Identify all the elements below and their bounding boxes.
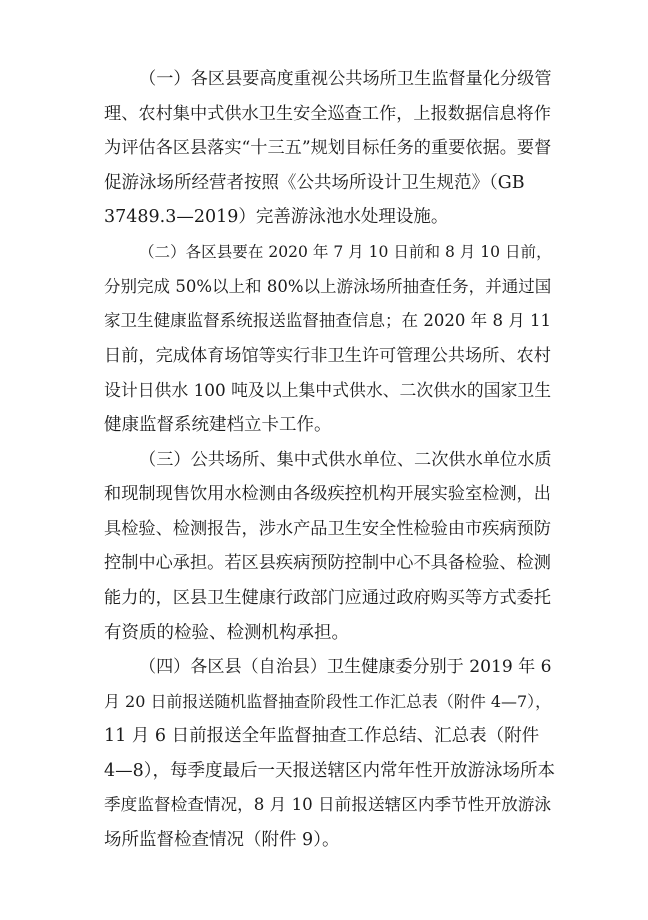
paragraph-1-line-4: 促游泳场所经营者按照《公共场所设计卫生规范》（GB (104, 172, 525, 193)
paragraph-3-line-1: （三）公共场所、集中式供水单位、二次供水单位水质 (139, 449, 552, 470)
paragraph-3-line-5: 能力的，区县卫生健康行政部门应通过政府购买等方式委托 (104, 587, 551, 608)
paragraph-2-line-4: 日前，完成体育场馆等实行非卫生许可管理公共场所、农村 (104, 345, 551, 366)
paragraph-3-line-3: 具检验、检测报告，涉水产品卫生安全性检验由市疾病预防 (104, 518, 551, 539)
paragraph-2-line-1: （二）各区县要在 2020 年 7 月 10 日前和 8 月 10 日前， (139, 242, 552, 261)
paragraph-2-line-5: 设计日供水 100 吨及以上集中式供水、二次供水的国家卫生 (104, 380, 552, 401)
paragraph-3-line-4: 控制中心承担。若区县疾病预防控制中心不具备检验、检测 (104, 553, 551, 574)
paragraph-3-line-2: 和现制现售饮用水检测由各级疾控机构开展实验室检测，出 (104, 484, 551, 505)
paragraph-4-line-4: 4—8），每季度最后一天报送辖区内常年性开放游泳场所本 (104, 760, 556, 781)
paragraph-2-line-3: 家卫生健康监督系统报送监督抽查信息；在 2020 年 8 月 11 (104, 311, 552, 331)
paragraph-2-line-2: 分别完成 50%以上和 80%以上游泳场所抽查任务，并通过国 (104, 276, 552, 296)
paragraph-4-line-3: 11 月 6 日前报送全年监督抽查工作总结、汇总表（附件 (104, 726, 540, 747)
paragraph-4-line-5: 季度监督检查情况，8 月 10 日前报送辖区内季节性开放游泳 (104, 795, 552, 815)
paragraph-2-line-6: 健康监督系统建档立卡工作。 (104, 414, 332, 435)
paragraph-1-line-3: 为评估各区县落实“十三五”规划目标任务的重要依据。要督 (104, 138, 552, 159)
document-body (104, 62, 556, 858)
paragraph-1-line-1: （一）各区县要高度重视公共场所卫生监督量化分级管 (139, 69, 552, 89)
paragraph-1-line-2: 理、农村集中式供水卫生安全巡查工作，上报数据信息将作 (104, 103, 551, 124)
paragraph-4-line-2: 月 20 日前报送随机监督抽查阶段性工作汇总表（附件 4—7）， (104, 691, 552, 711)
paragraph-1-line-5: 37489.3—2019）完善游泳池水处理设施。 (104, 207, 449, 228)
paragraph-4-line-1: （四）各区县（自治县）卫生健康委分别于 2019 年 6 (139, 657, 552, 678)
paragraph-4-line-6: 场所监督检查情况（附件 9）。 (104, 830, 340, 851)
paragraph-3-line-6: 有资质的检验、检测机构承担。 (104, 622, 349, 643)
